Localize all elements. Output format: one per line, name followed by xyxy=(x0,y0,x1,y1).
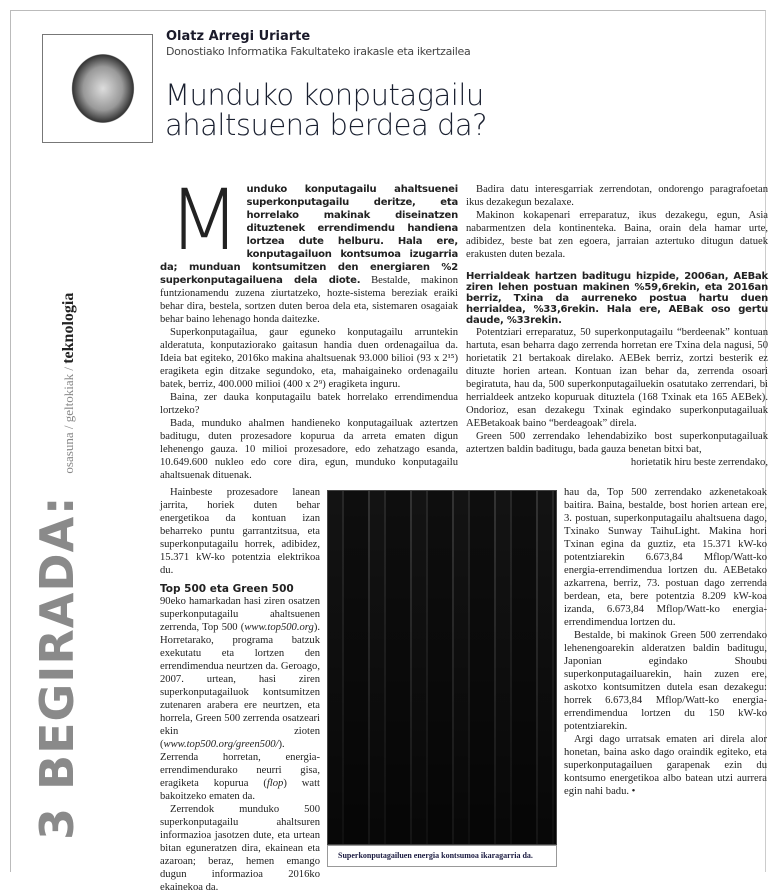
paragraph: Green 500 zerrendako lehendabiziko bost superkonputagailuak aztertzen baldin baditugu, bada gauza benetan bitxi bat, xyxy=(466,431,768,455)
lead-text: unduko konputagailu ahaltsuenei superkonputagailu deritze, eta horrelako makinak diseinatzen dituztenek errendimendu handiena lortzea dute helburu. Hala ere, konputagailuon kontsumoa izugarria da; munduan kontsumitzen den energiaren %2 superkonputagailuena dela diote. xyxy=(160,184,458,286)
subheading: Top 500 eta Green 500 xyxy=(160,583,294,595)
paragraph: Badira datu interesgarriak zerrendotan, ondorengo paragrafoetan ikus dezakegun bezalaxe. xyxy=(466,184,768,208)
paragraph xyxy=(160,595,320,803)
title-line: ahaltsuena berdea da? xyxy=(165,108,488,142)
paragraph: Baina, zer dauka konputagailu batek horrelako errendimendua lortzeko? xyxy=(160,392,458,416)
section-breadcrumb xyxy=(60,293,78,474)
section-item: geltokiak / xyxy=(61,367,76,423)
column-2-bottom xyxy=(564,486,767,798)
text-run: ) watt bakoitzeko ematen da. xyxy=(160,778,321,802)
paragraph: Makinon kokapenari erreparatuz, ikus dezakegu, egun, Asia nabarmentzen dela kontinenteka. Baina, orain dela hamar urte, adibidez, beste bat zen egoera, jarraian aztertuko ditugun datuek erakusten duten bezala. xyxy=(466,210,768,260)
paragraph: Bestalde, bi makinok Green 500 zerrendako lehenengoarekin alderatzen baldin baditugu, Japonian egindako Shoubu superkonputagailuarekin, hain zuzen ere, askotxo kontsumitzen dutela esan dezakegu: horrek 6.673,84 Mflop/Watt-ko energia-errendimendua lortzen du 150 kW-ko potentziarekin. xyxy=(564,630,767,732)
article-top-row xyxy=(160,171,768,482)
link-top500[interactable]: www.top500.org xyxy=(244,622,314,633)
paragraph: Hainbeste prozesadore lanean jarrita, horiek duten behar energetikoa da kontuan izan beharreko puntu garrantzitsua, eta superkonputagailu horrek, adibidez, 15.371 kW-ko potentzia elektrikoa du. xyxy=(160,487,320,576)
term-flop: flop xyxy=(266,778,284,789)
author-portrait xyxy=(42,34,153,143)
paragraph: Superkonputagailua, gaur eguneko konputagailu arruntekin alderatuta, konputaziorako gaitasun handia duen ordenagailua da. Ideia bat egiteko, 2016ko makina ahaltsuenak 93.000 bilioi (93 x 2¹⁵) eragiketa egin ditzake segundoko, eta, mahaigaineko ordenagailu batek, berriz, 400.000 milioi (400 x 2⁹) eragiketa inguru. xyxy=(160,327,458,390)
column-1-bottom xyxy=(160,486,320,894)
section-label xyxy=(30,293,84,840)
photo-block xyxy=(327,490,557,867)
text-run: ). Zerrenda horretan, energia-errendimendurako neurri gisa, eragiketa kopurua ( xyxy=(160,739,320,789)
paragraph: Potentziari erreparatuz, 50 superkonputagailu “berdeenak” kontuan hartuta, esan beharra dago zerrenda horretan ere Txina dela nagusi, 50 horietatik 21 bertakoak direlako. AEBek berriz, zortzi besterik ez dituzte horien artean. Kontuan izan behar da, zerrenda osoari begiratuta, hau da, 500 superkonputagailuekin osatutako zerrendari, bi herrialdeek antzeko kopuruak dituztela (168 Txinak eta 165 AEBek). Ondorioz, esan dezakegu Txinak egindako superkonputagailuak AEBetakoak baino “berdeagoak” direla. xyxy=(466,327,768,429)
title-line: Munduko konputagailu xyxy=(165,78,484,112)
paragraph: hau da, Top 500 zerrendako azkenetakoak baitira. Baina, bestalde, bost horien artean ere, 3. postuan, superkonputagailu ahaltsuena dago, Txinako Sunway TaihuLight. Makina hori Txinan egina da guztiz, eta 15.371 kW-ko potentziarekin 6.673,84 Mflop/Watt-ko energia-errendimendua lortzen du. AEBetako azkarrena, berriz, 73. postuan dago zerrenda berdean, eta, bere potentzia 8.209 kW-koa izanda, 6.673,84 Mflop/Watt-ko energia-errendimendua lortzen du. xyxy=(564,487,767,628)
drop-cap: M xyxy=(168,171,241,269)
author-name: Olatz Arregi Uriarte xyxy=(166,29,311,44)
photo-caption: Superkonputagailuen energia kontsumoa ikaragarria da. xyxy=(327,845,557,867)
paragraph: Argi dago urratsak ematen ari direla alor honetan, baina asko dago oraindik egiteko, eta superkonputagailuen garapenak ezin du kontsumo energetikoa albo batean utzi aurrera egin nahi badu. • xyxy=(564,734,767,797)
supercomputer-photo xyxy=(327,490,557,845)
paragraph: Bada, munduko ahalmen handieneko konputagailuak aztertzen baditugu, duten prozesadore kopurua da arreta ematen digun lehenengo gauza. 10 milioi prozesadore, edo zehatzago esanda, 10.649.600 nukleo edo core dira, egun, munduko konputagailu ahaltsuenak dituenak. xyxy=(160,418,458,481)
article-bottom-row xyxy=(160,486,768,894)
highlight-paragraph: Herrialdeak hartzen baditugu hizpide, 2006an, AEBak ziren lehen postuan makinen %59,6rekin, eta 2016an berriz, Txina da aurreneko postua hartu duen herrialdea, %33,6rekin. Hala ere, AEBak oso gertu daude, %33rekin. xyxy=(466,271,768,326)
lead-rest: Bestalde, makinon funtzionamendu zuzena ziurtatzeko, hozte-sistema bereziak eraiki behar dira, bestela, sortzen duten beroa dela eta, sistemaren osagaiak behar baino lehenago honda daitezke. xyxy=(160,275,458,325)
author-affiliation: Donostiako Informatika Fakultateko irakasle eta ikertzailea xyxy=(166,45,471,58)
paragraph-continuation: horietatik hiru beste zerrendako, xyxy=(630,457,768,468)
paragraph: Zerrendok munduko 500 superkonputagailu ahaltsuren informazioa jasotzen dute, eta urtean bitan eguneratzen dira, ekainean eta azaroan; beraz, hemen emango dugun informazioa 2016ko ekainekoa da. xyxy=(160,804,320,893)
lead-paragraph xyxy=(160,171,458,326)
article-title xyxy=(165,80,487,140)
text-run: 90eko hamarkadan hasi ziren osatzen superkonputagailu ahaltsuenen zerrenda, Top 500 ( xyxy=(160,596,320,633)
section-number: 3 BEGIRADA: xyxy=(30,495,84,840)
column-2-top xyxy=(466,183,768,469)
current-section: teknologia xyxy=(60,292,77,364)
link-green500[interactable]: www.top500.org/green500/ xyxy=(163,739,279,750)
article-body xyxy=(160,171,768,894)
text-run: ). Horretarako, programa batzuk exekutatu eta lortzen den errendimendua neurtzen da. Geroago, 2007. urtean, hasi ziren superkonputagailuok kontsumitzen zutenaren arabera ere neurtzen, eta horrela, Green 500 zerrenda osatzeari ekin zioten ( xyxy=(160,622,320,750)
section-item: osasuna / xyxy=(61,425,76,474)
column-1-top xyxy=(160,171,458,482)
